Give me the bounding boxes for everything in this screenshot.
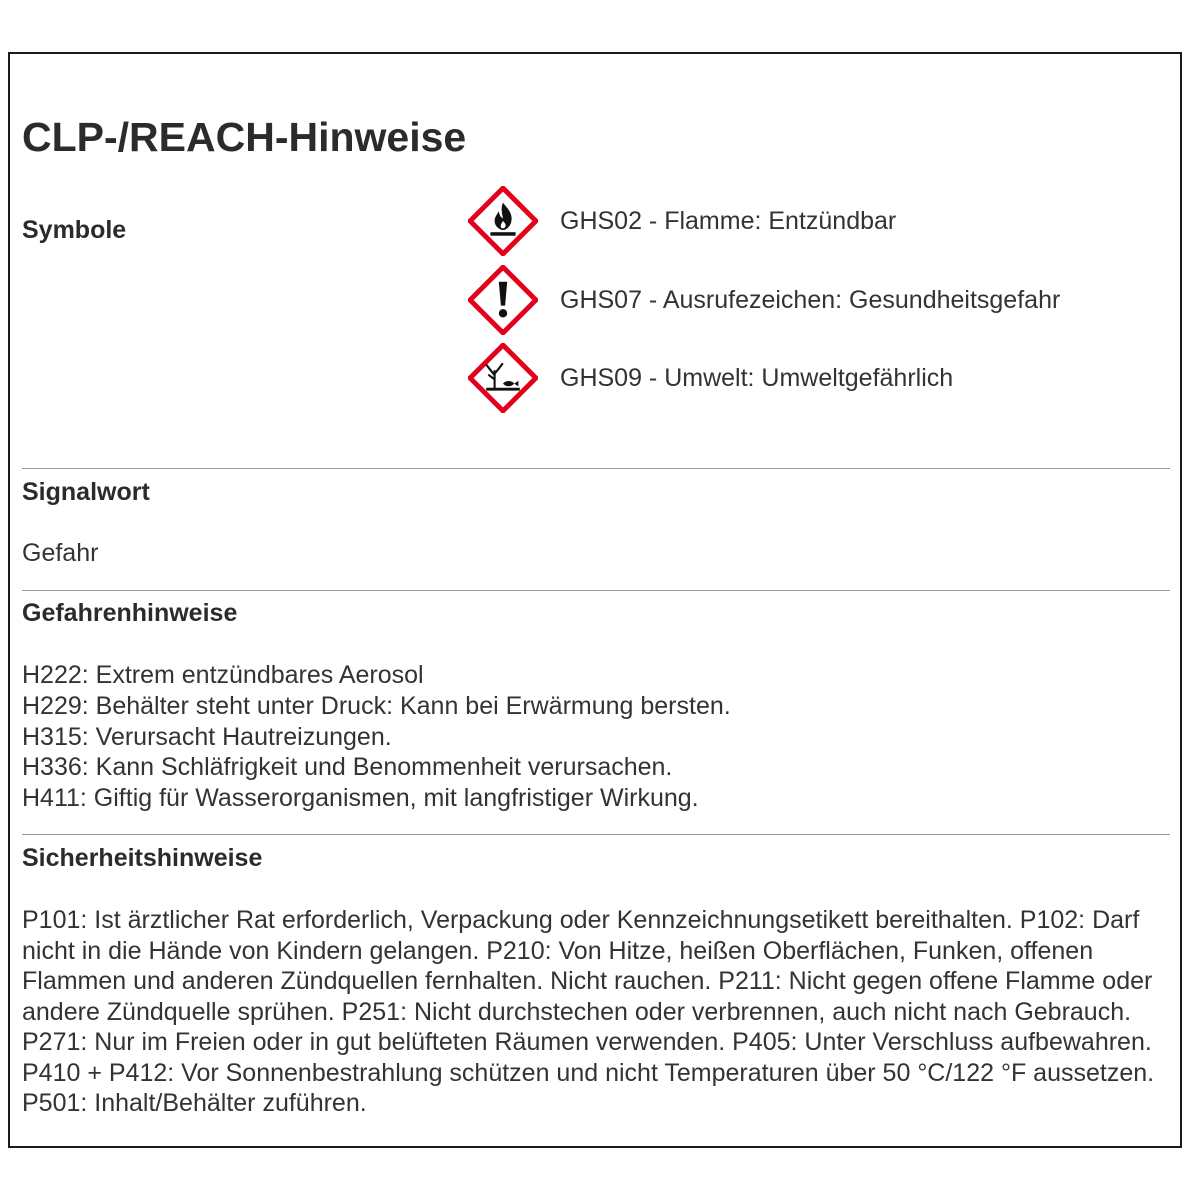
environment-icon <box>468 343 538 413</box>
symbol-row-ghs02 <box>468 186 896 256</box>
symbol-label: GHS02 - Flamme: Entzündbar <box>560 206 897 235</box>
exclamation-icon <box>468 265 538 335</box>
hazard-statement: H315: Verursacht Hautreizungen. <box>22 722 392 751</box>
hazard-statement: H336: Kann Schläfrigkeit und Benommenheit verursachen. <box>22 753 673 782</box>
divider <box>22 468 1170 469</box>
hazard-statement: H411: Giftig für Wasserorganismen, mit langfristiger Wirkung. <box>22 784 699 813</box>
symbol-label: GHS07 - Ausrufezeichen: Gesundheitsgefahr <box>560 285 1061 314</box>
symbol-row-ghs09 <box>468 343 953 413</box>
signal-word-label: Signalwort <box>22 478 150 506</box>
hazard-statements-list <box>22 660 731 814</box>
page-title: CLP-/REACH-Hinweise <box>22 114 467 160</box>
symbol-row-ghs07 <box>468 265 1060 335</box>
hazard-statements-label: Gefahrenhinweise <box>22 599 238 627</box>
signal-word-value: Gefahr <box>22 539 99 567</box>
divider <box>22 834 1170 835</box>
symbols-label: Symbole <box>22 216 127 244</box>
divider <box>22 590 1170 591</box>
hazard-statement: H222: Extrem entzündbares Aerosol <box>22 661 424 689</box>
safety-statements-text: P101: Ist ärztlicher Rat erforderlich, Verpackung oder Kennzeichnungsetikett bereithalten. P102: Darf nicht in die Hände von Kindern gelangen. P210: Von Hitze, heißen Oberflächen, Funken, offenen Flammen und anderen Zündquellen fernhalten. Nicht rauchen. P211: Nicht gegen offene Flamme oder andere Zündquelle sprühen. P251: Nicht durchstechen oder verbrennen, auch nicht nach Gebrauch. P271: Nur im Freien oder in gut belüfteten Räumen verwenden. P405: Unter Verschluss aufbewahren. P410 + P412: Vor Sonnenbestrahlung schützen und nicht Temperaturen über 50 °C/122 °F aussetzen. P501: Inhalt/Behälter zuführen. <box>22 906 1155 1117</box>
hazard-statement: H229: Behälter steht unter Druck: Kann bei Erwärmung bersten. <box>22 691 731 720</box>
symbol-label: GHS09 - Umwelt: Umweltgefährlich <box>560 363 954 392</box>
flame-icon <box>468 186 538 256</box>
safety-statements-label: Sicherheitshinweise <box>22 844 263 872</box>
